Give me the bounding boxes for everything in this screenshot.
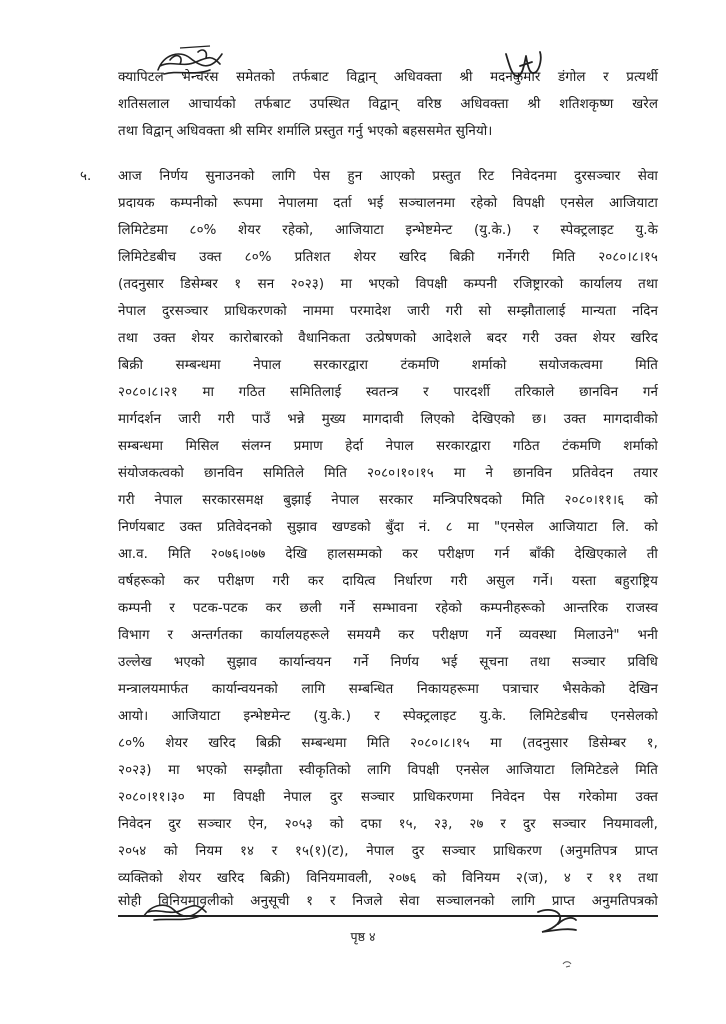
text-line: नेपाल दुरसञ्चार प्राधिकरणको नाममा परमादेश जारी गरी सो सम्झौतालाई मान्यता नदिन: [118, 304, 658, 319]
text-line: २०८०।११।३० मा विपक्षी नेपाल दुर सञ्चार प्राधिकरणमा निवेदन पेस गरेकोमा उक्त: [118, 790, 658, 805]
text-line: कम्पनी र पटक-पटक कर छली गर्ने सम्भावना रहेको कम्पनीहरूको आन्तरिक राजस्व: [118, 601, 658, 616]
paragraph-number: ५.: [80, 169, 92, 184]
text-line: तथा उक्त शेयर कारोबारको वैधानिकता उत्प्रेषणको आदेशले बदर गरी उक्त शेयर खरिद: [118, 331, 658, 346]
text-line: २०२३) मा भएको सम्झौता स्वीकृतिको लागि विपक्षी एनसेल आजियाटा लिमिटेडले मिति: [118, 763, 658, 778]
text-line: ८०% शेयर खरिद बिक्री सम्बन्धमा मिति २०८०।८।१५ मा (तदनुसार डिसेम्बर १,: [118, 736, 658, 751]
text-line: मन्त्रालयमार्फत कार्यान्वयनको लागि सम्बन्धित निकायहरूमा पत्राचार भैसकेको देखिन: [118, 682, 658, 697]
text-line: आयो। आजियाटा इन्भेष्टमेन्ट (यु.के.) र स्पेक्ट्रलाइट यु.के. लिमिटेडबीच एनसेलको: [118, 709, 658, 724]
text-line: निवेदन दुर सञ्चार ऐन, २०५३ को दफा १५, २३, २७ र दुर सञ्चार नियमावली,: [118, 817, 658, 832]
text-line: विभाग र अन्तर्गतका कार्यालयहरूले समयमै कर परीक्षण गर्ने व्यवस्था मिलाउने" भनी: [118, 628, 658, 643]
text-line: मार्गदर्शन जारी गरी पाउँ भन्ने मुख्य मागदावी लिएको देखिएको छ। उक्त मागदावीको: [118, 412, 658, 427]
text-line: २०८०।८।२१ मा गठित समितिलाई स्वतन्त्र र पारदर्शी तरिकाले छानविन गर्न: [118, 385, 658, 400]
text-line: लिमिटेडबीच उक्त ८०% प्रतिशत शेयर खरिद बिक्री गर्नेगरी मिति २०८०।८।१५: [118, 250, 658, 265]
text-line: लिमिटेडमा ८०% शेयर रहेको, आजियाटा इन्भेष्टमेन्ट (यु.के.) र स्पेक्ट्रलाइट यु.के: [118, 223, 658, 238]
text-line: क्यापिटल भेन्चरस समेतको तर्फबाट विद्वान् अधिवक्ता श्री मदनकुमार डंगोल र प्रत्यर्थी: [118, 70, 658, 85]
text-line: संयोजकत्वको छानविन समितिले मिति २०८०।१०।१५ मा ने छानविन प्रतिवेदन तयार: [118, 466, 658, 481]
page-number: पृष्ठ ४: [350, 929, 376, 944]
text-line: २०५४ को नियम १४ र १५(१)(ट), नेपाल दुर सञ्चार प्राधिकरण (अनुमतिपत्र प्राप्त: [118, 844, 658, 859]
text-line: व्यक्तिको शेयर खरिद बिक्री) विनियमावली, २०७६ को विनियम २(ज), ४ र ११ तथा: [118, 871, 658, 886]
text-line: सोही विनियमावलीको अनुसूची १ र निजले सेवा सञ्चालनको लागि प्राप्त अनुमतिपत्रको: [118, 894, 658, 909]
text-line: (तदनुसार डिसेम्बर १ सन २०२३) मा भएको विपक्षी कम्पनी रजिष्ट्रारको कार्यालय तथा: [118, 277, 658, 292]
text-line: आ.व. मिति २०७६।०७७ देखि हालसम्मको कर परीक्षण गर्न बाँकी देखिएकाले ती: [118, 547, 658, 562]
signature-mark: [138, 894, 212, 926]
text-line: उल्लेख भएको सुझाव कार्यान्वयन गर्ने निर्णय भई सूचना तथा सञ्चार प्रविधि: [118, 655, 658, 670]
text-line: वर्षहरूको कर परीक्षण गरी कर दायित्व निर्धारण गरी असुल गर्ने। यस्ता बहुराष्ट्रिय: [118, 574, 658, 589]
text-line: सम्बन्धमा मिसिल संलग्न प्रमाण हेर्दा नेपाल सरकारद्वारा गठित टंकमणि शर्माको: [118, 439, 658, 454]
scan-speck: [560, 958, 576, 970]
text-line: प्रदायक कम्पनीको रूपमा नेपालमा दर्ता भई सञ्चालनमा रहेको विपक्षी एनसेल आजियाटा: [118, 196, 658, 211]
text-line: निर्णयबाट उक्त प्रतिवेदनको सुझाव खण्डको बुँदा नं. ८ मा "एनसेल आजियाटा लि. को: [118, 520, 658, 535]
text-line: गरी नेपाल सरकारसमक्ष बुझाई नेपाल सरकार मन्त्रिपरिषदको मिति २०८०।११।६ को: [118, 493, 658, 508]
text-line: तथा विद्वान् अधिवक्ता श्री समिर शर्मालि प्रस्तुत गर्नु भएको बहससमेत सुनियो।: [118, 124, 493, 139]
text-line: शतिसलाल आचार्यको तर्फबाट उपस्थित विद्वान् वरिष्ठ अधिवक्ता श्री शतिशकृष्ण खरेल: [118, 97, 658, 112]
text-line: बिक्री सम्बन्धमा नेपाल सरकारद्वारा टंकमणि शर्माको सयोजकत्वमा मिति: [118, 358, 658, 373]
text-line: आज निर्णय सुनाउनको लागि पेस हुन आएको प्रस्तुत रिट निवेदनमा दुरसञ्चार सेवा: [118, 169, 658, 184]
